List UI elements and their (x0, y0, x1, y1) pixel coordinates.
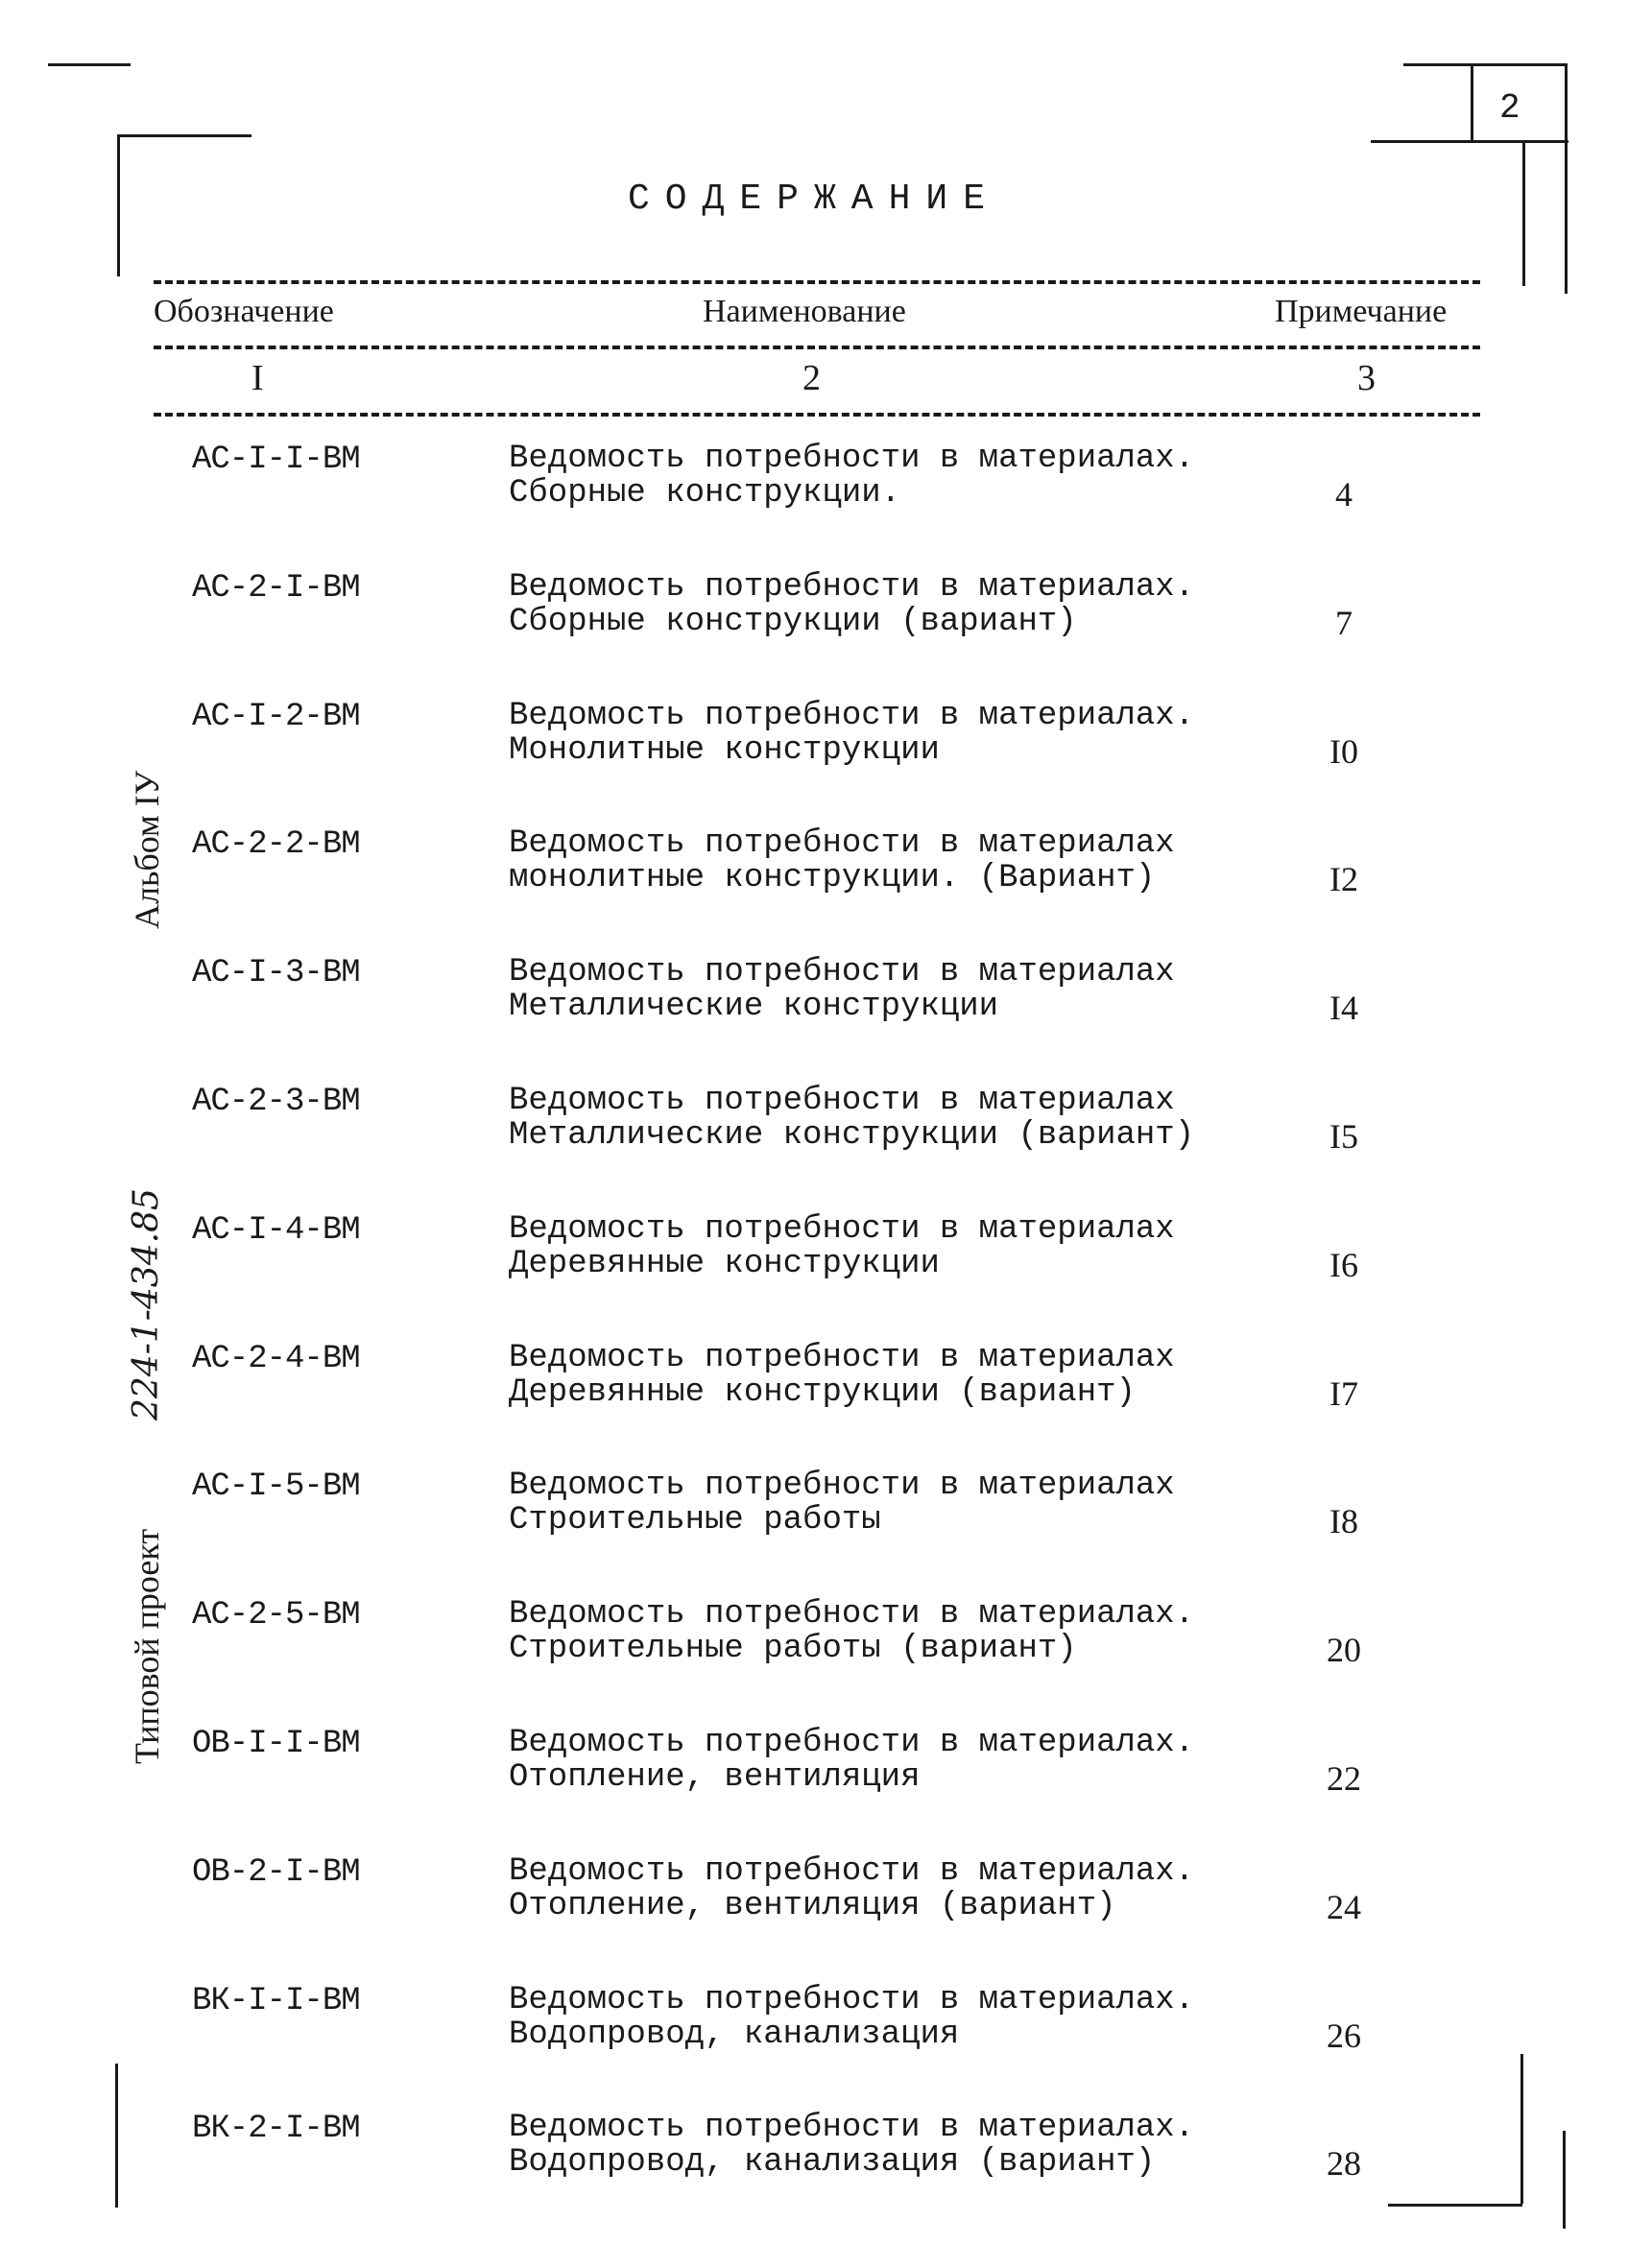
col-header-note: Примечание (1275, 294, 1448, 329)
item-name-line1: Ведомость потребности в материалах. (509, 697, 1195, 734)
item-name-line1: Ведомость потребности в материалах. (509, 2110, 1195, 2147)
item-name-line1: Ведомость потребности в материалах. (509, 441, 1195, 477)
item-name-line2: монолитные конструкции. (Вариант) (509, 860, 1156, 897)
item-designation: АС-2-5-ВМ (192, 1597, 360, 1635)
col-header-designation: Обозначение (154, 294, 334, 329)
item-name-line1: Ведомость потребности в материалах. (509, 1981, 1195, 2018)
item-name-line2: Строительные работы (вариант) (509, 1631, 1077, 1668)
item-page: I2 (1329, 860, 1358, 899)
col-number-1: I (251, 358, 264, 398)
item-name-line2: Водопровод, канализация (вариант) (509, 2144, 1156, 2182)
item-page: 26 (1327, 2016, 1361, 2055)
list-item (0, 699, 1628, 785)
item-designation: АС-2-I-ВМ (192, 569, 360, 607)
frame-top-left-stub (48, 63, 131, 66)
list-item (0, 442, 1628, 528)
item-page: 7 (1335, 603, 1353, 642)
item-designation: ВК-2-I-ВМ (192, 2111, 360, 2148)
item-name (509, 1983, 1194, 2052)
item-designation: АС-I-I-ВМ (192, 442, 360, 478)
item-name-line1: Ведомость потребности в материалах (509, 1210, 1175, 1248)
item-name-line1: Ведомость потребности в материалах. (509, 1852, 1195, 1890)
item-name (509, 2111, 1194, 2180)
side-album: Альбом IУ (128, 770, 166, 929)
item-name-line2: Деревянные конструкции (509, 1245, 940, 1282)
item-name-line1: Ведомость потребности в материалах. (509, 568, 1195, 606)
col-number-3: 3 (1357, 358, 1376, 398)
col-number-2: 2 (802, 358, 821, 398)
item-name-line1: Ведомость потребности в материалах (509, 1339, 1175, 1376)
item-name-line2: Водопровод, канализация (509, 2016, 960, 2053)
item-designation: АС-2-2-ВМ (192, 826, 360, 864)
item-name (509, 699, 1194, 768)
item-name (509, 570, 1194, 639)
page-box-bottom (1371, 140, 1568, 143)
item-name (509, 1084, 1194, 1153)
list-item (0, 955, 1628, 1041)
item-name (509, 1341, 1175, 1410)
item-page: I8 (1329, 1502, 1358, 1541)
item-page: I5 (1329, 1117, 1358, 1156)
col-header-name: Наименование (703, 294, 906, 329)
item-designation: АС-I-5-ВМ (192, 1468, 360, 1506)
item-name-line2: Металлические конструкции (509, 989, 999, 1026)
item-page: 4 (1335, 475, 1353, 513)
list-item (0, 1341, 1628, 1427)
side-project: Типовой проект (128, 1528, 166, 1764)
item-page: I7 (1329, 1373, 1358, 1413)
item-name (509, 1854, 1194, 1923)
item-name-line2: Монолитные конструкции (509, 731, 940, 769)
item-name-line1: Ведомость потребности в материалах (509, 1083, 1175, 1119)
item-page: 22 (1327, 1759, 1361, 1798)
item-page: 28 (1327, 2144, 1361, 2184)
item-name-line1: Ведомость потребности в материалах. (509, 1596, 1195, 1634)
item-page: 24 (1327, 1887, 1361, 1926)
frame-bottom-right-h (1388, 2204, 1522, 2207)
item-name-line2: Сборные конструкции. (509, 475, 901, 512)
item-name-line2: Сборные конструкции (вариант) (509, 603, 1077, 640)
header-rule-mid (154, 346, 1480, 349)
page-title: СОДЕРЖАНИЕ (627, 179, 1001, 220)
list-item (0, 1854, 1628, 1941)
item-designation: АС-2-3-ВМ (192, 1084, 360, 1120)
item-name-line1: Ведомость потребности в материалах (509, 954, 1175, 991)
page-box-top (1403, 63, 1567, 66)
item-page: I0 (1329, 731, 1358, 771)
item-name-line1: Ведомость потребности в материалах (509, 825, 1175, 863)
page-number: 2 (1499, 88, 1520, 128)
list-item (0, 826, 1628, 913)
list-item (0, 1597, 1628, 1683)
list-item (0, 1212, 1628, 1299)
list-item (0, 1983, 1628, 2069)
item-name (509, 955, 1175, 1024)
item-name (509, 1726, 1194, 1795)
item-designation: АС-I-2-ВМ (192, 698, 360, 735)
item-page: I4 (1329, 989, 1358, 1028)
item-designation: ВК-I-I-ВМ (192, 1982, 360, 2019)
header-rule-top (154, 280, 1480, 284)
item-name-line2: Отопление, вентиляция (509, 1759, 921, 1796)
item-designation: АС-I-4-ВМ (192, 1211, 360, 1249)
list-item (0, 570, 1628, 657)
item-name (509, 442, 1194, 511)
page-box-left (1471, 63, 1473, 142)
item-designation: ОВ-2-I-ВМ (192, 1853, 360, 1891)
item-name (509, 1468, 1175, 1538)
list-item (0, 1468, 1628, 1555)
item-designation: ОВ-I-I-ВМ (192, 1726, 360, 1762)
item-page: I6 (1329, 1245, 1358, 1284)
item-name-line2: Строительные работы (509, 1502, 881, 1540)
frame-top-left-h (117, 134, 251, 137)
item-name (509, 1212, 1175, 1281)
item-name-line2: Деревянные конструкции (вариант) (509, 1373, 1136, 1411)
item-name (509, 1597, 1194, 1666)
list-item (0, 2111, 1628, 2197)
header-rule-bottom (154, 413, 1480, 417)
item-designation: АС-I-3-ВМ (192, 955, 360, 992)
item-name-line1: Ведомость потребности в материалах. (509, 1725, 1195, 1761)
item-name-line1: Ведомость потребности в материалах (509, 1468, 1175, 1505)
side-project-code: 224-1-434.85 (127, 1188, 166, 1420)
item-name (509, 826, 1175, 895)
list-item (0, 1084, 1628, 1170)
item-name-line2: Металлические конструкции (вариант) (509, 1117, 1195, 1154)
item-designation: АС-2-4-ВМ (192, 1340, 360, 1377)
item-name-line2: Отопление, вентиляция (вариант) (509, 1887, 1116, 1924)
list-item (0, 1726, 1628, 1812)
item-page: 20 (1327, 1631, 1361, 1670)
